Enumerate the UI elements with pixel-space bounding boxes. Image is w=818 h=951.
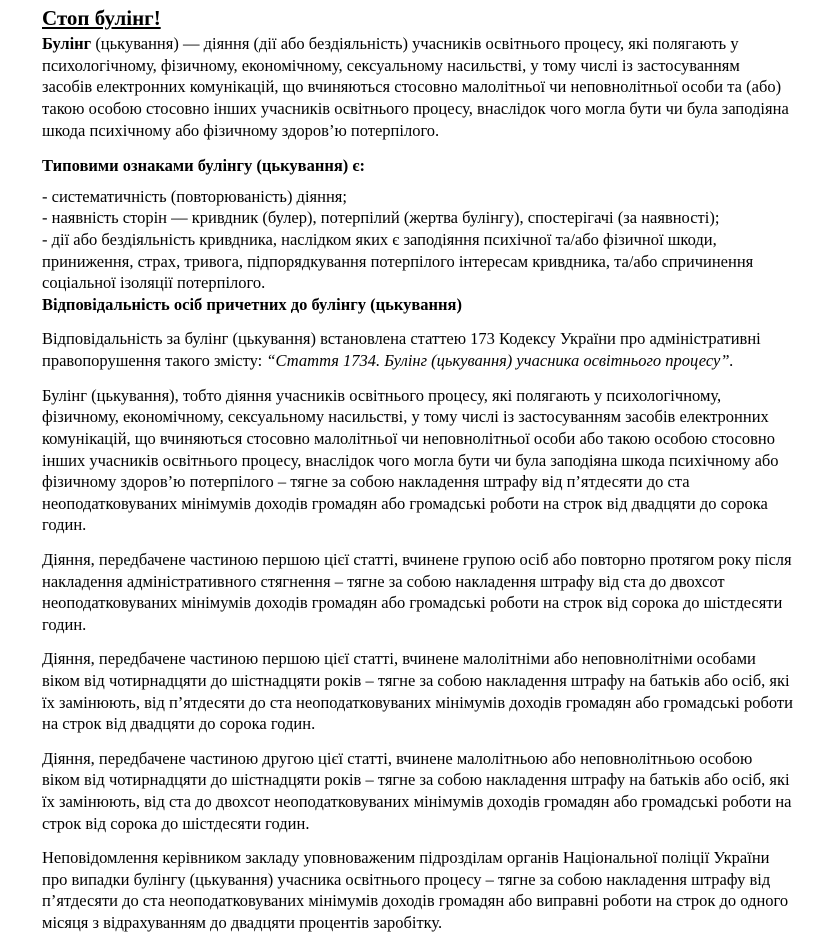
- article-paragraph: Булінг (цькування), тобто діяння учасників освітнього процесу, які полягають у психологічному, фізичному, економічному, сексуальному насильстві, у тому числі із застосуванням засобів електронних комунікацій, що вчиняються стосовно малолітньої чи неповнолітньої особи або такою особою стосовно інших учасників освітнього процесу, внаслідок чого могла бути чи була заподіяна шкода психічному або фізичному здоров’ю потерпілого – тягне за собою накладення штрафу від п’ятдесяти до ста неоподатковуваних мінімумів доходів громадян або громадські роботи на строк від двадцяти до сорока годин.: [42, 385, 779, 535]
- list-item: - наявність сторін — кривдник (булер), потерпілий (жертва булінгу), спостерігачі (за наявності);: [42, 208, 720, 228]
- definition-term: Булінг: [42, 34, 92, 54]
- law-reference-intro: Відповідальність за булінг (цькування) встановлена статтею 173 Кодексу України про адміністративні правопорушення такого змісту:: [42, 329, 761, 371]
- article-paragraph: Неповідомлення керівником закладу уповноваженим підрозділам органів Національної поліції України про випадки булінгу (цькування) учасника освітнього процесу – тягне за собою накладення штрафу від п’ятдесяти до ста неоподатковуваних мінімумів доходів громадян або виправні роботи на строк до одного місяця з відрахуванням до двадцяти процентів заробітку.: [42, 848, 789, 933]
- page-title: Стоп булінг!: [42, 6, 161, 30]
- signs-list: [42, 186, 794, 294]
- list-item: - дії або бездіяльність кривдника, наслідком яких є заподіяння психічної та/або фізичної шкоди, приниження, страх, тривога, підпорядкування потерпілого інтересам кривдника, та/або спричинення соціальної ізоляції потерпілого.: [42, 230, 754, 293]
- signs-heading: Типовими ознаками булінгу (цькування) є:: [42, 156, 366, 176]
- article-paragraph: Діяння, передбачене частиною другою цієї статті, вчинене малолітньою або неповнолітньою особою віком від чотирнадцяти до шістнадцяти років – тягне за собою накладення штрафу на батьків або осіб, які їх замінюють, від ста до двохсот неоподатковуваних мінімумів доходів громадян або громадські роботи на строк від сорока до шістдесяти годин.: [42, 748, 792, 833]
- list-item: - систематичність (повторюваність) діяння;: [42, 186, 347, 206]
- article-paragraph: Діяння, передбачене частиною першою цієї статті, вчинене малолітніми або неповнолітніми особами віком від чотирнадцяти до шістнадцяти років – тягне за собою накладення штрафу на батьків або осіб, які їх замінюють, від п’ятдесяти до ста неоподатковуваних мінімумів доходів громадян або громадські роботи на строк від двадцяти до сорока годин.: [42, 649, 793, 734]
- definition-paragraph: [42, 33, 794, 141]
- responsibility-heading: Відповідальність осіб причетних до булінгу (цькування): [42, 294, 462, 314]
- definition-text: (цькування) — діяння (дії або бездіяльність) учасників освітнього процесу, які полягають у психологічному, фізичному, економічному, сексуальному насильстві, у тому числі із застосуванням засобів електронних комунікацій, що вчиняються стосовно малолітньої чи неповнолітньої особи та (або) такою особою стосовно інших учасників освітнього процесу, внаслідок чого могла бути чи була заподіяна шкода психічному або фізичному здоров’ю потерпілого.: [42, 34, 789, 140]
- law-reference-paragraph: [42, 328, 794, 371]
- article-paragraph: Діяння, передбачене частиною першою цієї статті, вчинене групою осіб або повторно протягом року після накладення адміністративного стягнення – тягне за собою накладення штрафу від ста до двохсот неоподатковуваних мінімумів доходів громадян або громадські роботи на строк від сорока до шістдесяти годин.: [42, 549, 792, 634]
- statute-quote: “Стаття 1734. Булінг (цькування) учасника освітнього процесу”.: [266, 351, 734, 371]
